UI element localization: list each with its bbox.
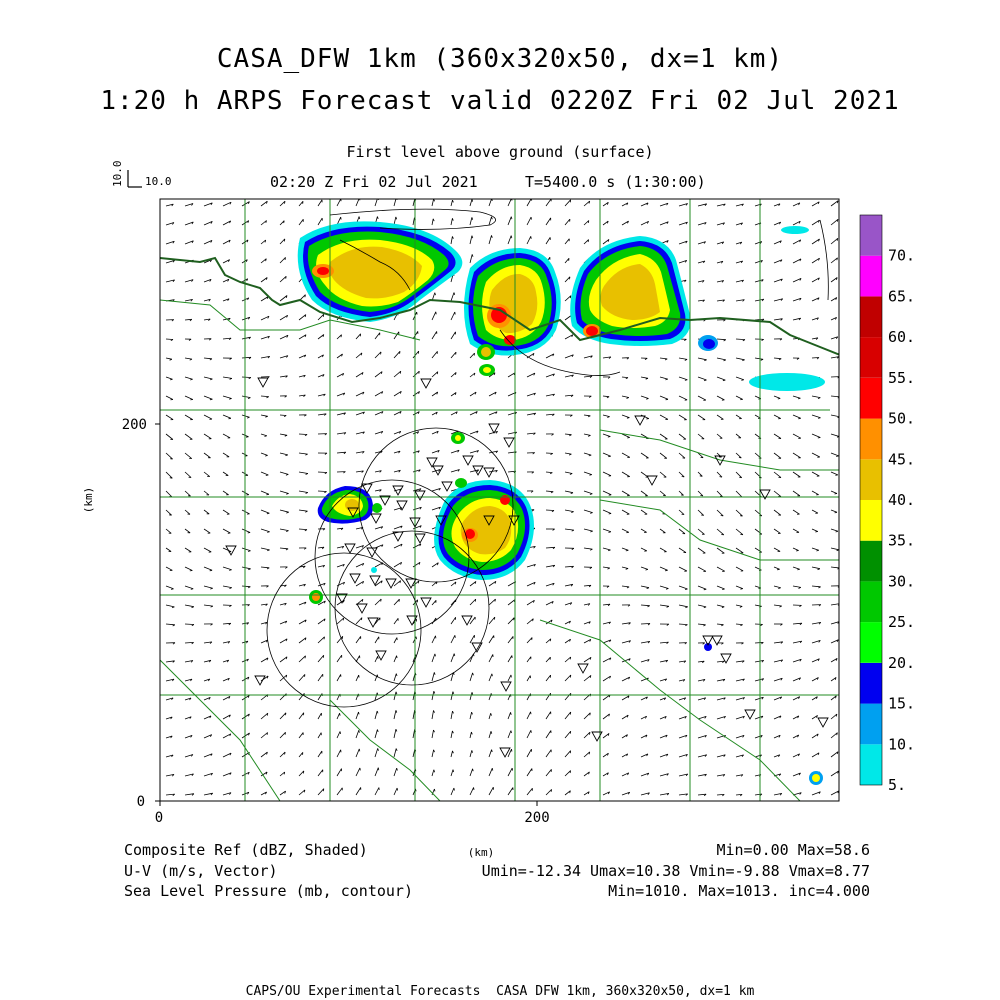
colorbar-label: 5. <box>888 776 907 794</box>
storm-cell-northeast <box>570 236 718 351</box>
y-tick-0: 0 <box>136 794 145 810</box>
colorbar-label: 35. <box>888 531 916 550</box>
colorbar-swatch <box>860 419 882 460</box>
colorbar-label: 70. <box>888 246 916 265</box>
colorbar-label: 20. <box>888 653 916 672</box>
footer-credit: CAPS/OU Experimental Forecasts CASA DFW 1km, 360x320x50, dx=1 km <box>245 984 755 999</box>
subtitle-level: First level above ground (surface) <box>346 143 654 161</box>
storm-cell-northwest <box>298 221 463 322</box>
title-line1: CASA_DFW 1km (360x320x50, dx=1 km) <box>216 44 784 74</box>
colorbar-label: 50. <box>888 409 916 428</box>
colorbar-label: 15. <box>888 694 916 713</box>
colorbar-swatch <box>860 663 882 704</box>
colorbar-swatch <box>860 704 882 745</box>
colorbar-swatch <box>860 378 882 419</box>
footer-field1-name: Composite Ref (dBZ, Shaded) <box>124 841 368 859</box>
storm-cell-small-2 <box>455 478 467 488</box>
colorbar-swatch <box>860 337 882 378</box>
title-line2: 1:20 h ARPS Forecast valid 0220Z Fri 02 Jul 2021 <box>100 86 900 116</box>
colorbar-label: 30. <box>888 572 916 591</box>
footer-field3-name: Sea Level Pressure (mb, contour) <box>124 882 413 900</box>
vector-ref-vertical-label: 10.0 <box>111 160 124 187</box>
colorbar-swatch <box>860 256 882 297</box>
colorbar-label: 60. <box>888 328 916 347</box>
y-axis-unit: (km) <box>82 486 95 514</box>
footer-field1-stats: Min=0.00 Max=58.6 <box>716 841 870 859</box>
colorbar-label: 45. <box>888 450 916 469</box>
reflectivity-cells <box>298 221 825 785</box>
footer-field3-stats: Min=1010. Max=1013. inc=4.000 <box>608 882 870 900</box>
subtitle-time: 02:20 Z Fri 02 Jul 2021 <box>270 173 478 191</box>
vector-reference <box>111 161 172 189</box>
colorbar-label: 55. <box>888 368 916 387</box>
colorbar-label: 65. <box>888 287 916 306</box>
x-tick-200: 200 <box>524 810 550 826</box>
colorbar-swatch <box>860 622 882 663</box>
colorbar-swatch <box>860 581 882 622</box>
colorbar-label: 10. <box>888 735 916 754</box>
colorbar-swatch <box>860 296 882 337</box>
storm-cell-west <box>318 486 382 524</box>
y-tick-200: 200 <box>121 417 147 433</box>
storm-cell-north-central <box>464 248 561 376</box>
colorbar-swatch <box>860 541 882 582</box>
footer-field2-stats: Umin=-12.34 Umax=10.38 Vmin=-9.88 Vmax=8.77 <box>481 862 870 880</box>
colorbar-swatch <box>860 500 882 541</box>
colorbar-label: 40. <box>888 491 916 509</box>
colorbar-swatch <box>860 215 882 256</box>
x-axis-unit: (km) <box>467 846 495 859</box>
footer-field2-name: U-V (m/s, Vector) <box>124 862 278 880</box>
colorbar-label: 25. <box>888 613 916 632</box>
vector-ref-horizontal-label: 10.0 <box>145 175 172 188</box>
colorbar <box>860 215 915 794</box>
subtitle-forecast-time: T=5400.0 s (1:30:00) <box>525 173 706 191</box>
colorbar-swatch <box>860 459 882 500</box>
x-tick-0: 0 <box>154 810 164 826</box>
colorbar-swatch <box>860 744 882 785</box>
light-echo-northeast <box>781 226 809 234</box>
